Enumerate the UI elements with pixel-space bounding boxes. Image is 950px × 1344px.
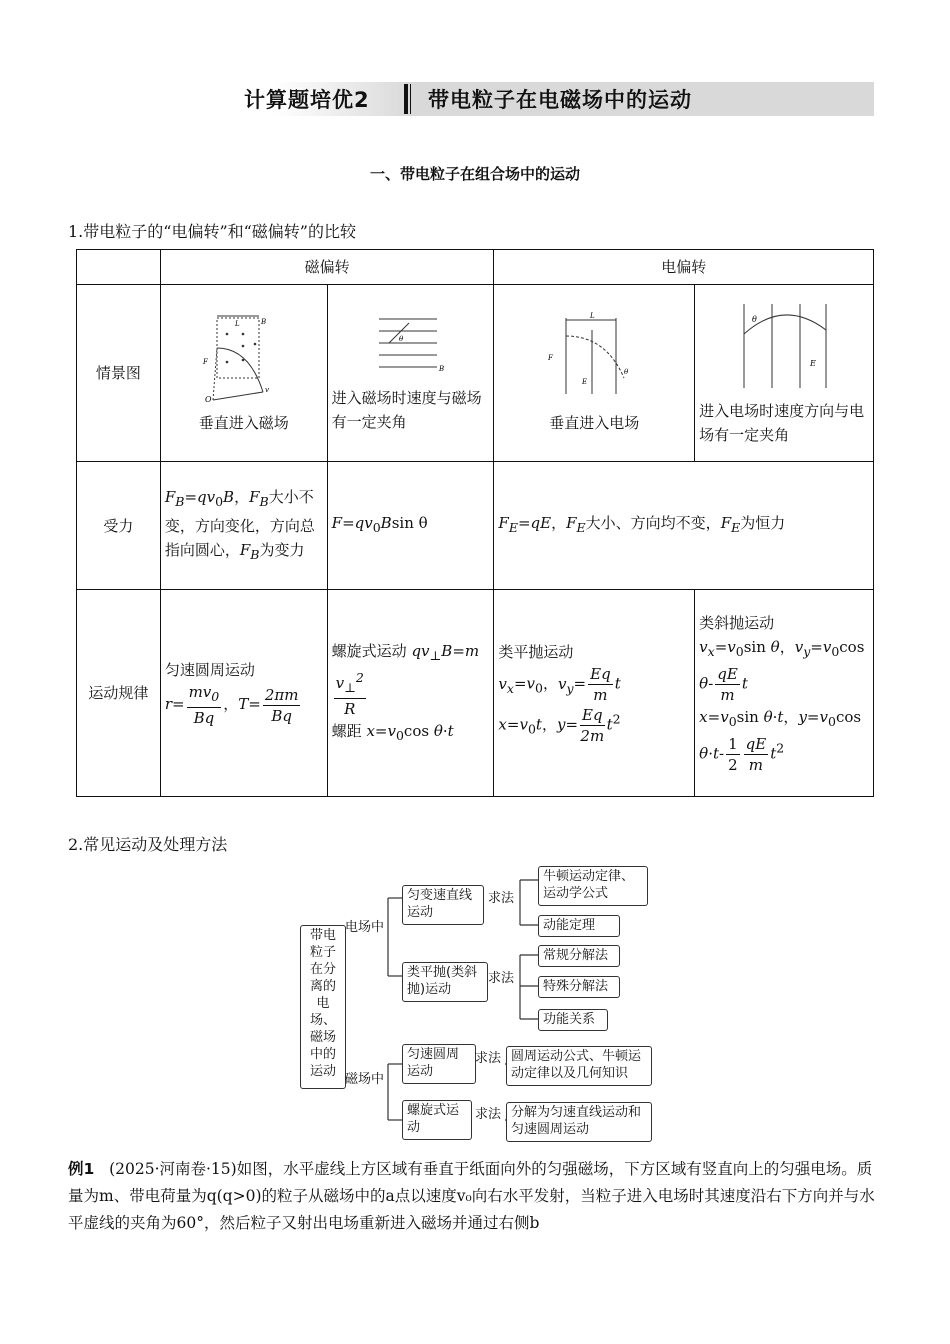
force-electric: $F_E=qE$，$F_E$大小、方向均不变，$F_E$为恒力 [494, 462, 874, 590]
svg-text:θ: θ [398, 334, 403, 343]
banner-topic: 带电粒子在电磁场中的运动 [428, 88, 692, 112]
motion-magnetic-perp: 匀速圆周运动 r= $\frac{mv_0}{Bq}$ ，T= $\frac{2\pi m}{Bq}$ [160, 590, 327, 797]
heading-comparison: 1.带电粒子的“电偏转”和“磁偏转”的比较 [68, 222, 356, 241]
svg-text:B: B [260, 317, 266, 326]
flow-result-newton: 牛顿运动定律、运动学公式 [538, 866, 648, 906]
svg-text:F: F [548, 353, 554, 362]
scene-e2-caption: 进入电场时速度方向与电场有一定夹角 [699, 401, 865, 444]
row-motion-label: 运动规律 [77, 590, 161, 797]
motion-electric-angle: 类斜抛运动 $v_x=v_0\sin$ θ，$v_y=v_0\cos$ θ- $\frac{qE}{m}$ t $x=v_0\sin$ θ·t，$y=v_0\cos$ θ·t- $\frac{1}{2}$ $\frac{qE}{m}$ $t^2$ [695, 590, 874, 797]
flow-e-projectile: 类平抛(类斜抛)运动 [402, 962, 488, 1002]
flow-root: 带电粒子在分离的电场、磁场中的运动 [300, 925, 346, 1089]
flow-method-3: 求法 [475, 1051, 502, 1066]
col-magnetic: 磁偏转 [160, 250, 494, 285]
svg-text:L: L [590, 311, 595, 320]
flow-result-work: 功能关系 [538, 1009, 608, 1031]
svg-text:E: E [810, 358, 816, 368]
flow-result-energy: 动能定理 [538, 915, 620, 937]
flow-result-circle: 圆周运动公式、牛顿运动定律以及几何知识 [506, 1046, 652, 1086]
svg-text:v: v [264, 385, 269, 394]
flow-result-special: 特殊分解法 [538, 976, 620, 998]
scene-m2-caption: 进入磁场时速度与磁场有一定夹角 [331, 388, 482, 431]
svg-text:B: B [438, 364, 444, 373]
heading-methods: 2.常见运动及处理方法 [68, 835, 228, 854]
svg-text:O: O [204, 394, 212, 404]
example-paragraph [68, 1156, 882, 1237]
flow-result-normal: 常规分解法 [538, 945, 620, 967]
flow-result-spiral: 分解为匀速直线运动和匀速圆周运动 [506, 1102, 652, 1142]
row-force-label: 受力 [77, 462, 161, 590]
row-scene-label: 情景图 [77, 285, 161, 462]
flow-m-spiral: 螺旋式运动 [402, 1100, 472, 1140]
example-source: (2025·河南卷·15) [109, 1160, 237, 1178]
svg-text:θ: θ [624, 367, 629, 376]
flow-electric-label: 电场中 [345, 920, 385, 935]
svg-text:F: F [202, 357, 208, 366]
scene-m1-caption: 垂直进入磁场 [198, 413, 289, 432]
flow-m-circle: 匀速圆周运动 [402, 1044, 476, 1084]
flow-magnetic-label: 磁场中 [345, 1072, 385, 1087]
banner-series: 计算题培优2 [244, 88, 370, 112]
svg-text:E: E [582, 377, 588, 386]
motion-magnetic-angle: 螺旋式运动 $qv_\perp B=m$ $\frac{v_\perp^2}{R}$ 螺距 $x=v_0\cos$ θ·t [327, 590, 494, 797]
flow-method-1: 求法 [488, 891, 515, 906]
example-label: 例1 [68, 1160, 95, 1178]
svg-text:θ: θ [752, 314, 757, 324]
force-magnetic-angle: $F=qv_0Bsin$ θ [327, 462, 494, 590]
motion-electric-perp: 类平抛运动 $v_x=v_0$，$v_y=$ $\frac{Eq}{m}$ t $x=v_0t$，y= $\frac{Eq}{2m}$ $t^2$ [494, 590, 695, 797]
col-electric: 电偏转 [494, 250, 874, 285]
force-magnetic-perp: $F_B=qv_0B$，$F_B$大小不变，方向变化，方向总指向圆心，$F_B$为变力 [160, 462, 327, 590]
scene-e1-caption: 垂直进入电场 [549, 413, 640, 432]
flow-method-2: 求法 [488, 971, 515, 986]
flow-e-linear: 匀变速直线运动 [402, 885, 484, 925]
flow-method-4: 求法 [475, 1107, 502, 1122]
svg-text:L: L [234, 319, 240, 328]
section-title: 一、带电粒子在组合场中的运动 [369, 165, 580, 183]
example-text: 如图，水平虚线上方区域有垂直于纸面向外的匀强磁场，下方区域有竖直向上的匀强电场。质量为m、带电荷量为q(q>0)的粒子从磁场中的a点以速度v₀向右水平发射，当粒子进入电场时其速度沿右下方向并与水平虚线的夹角为60°，然后粒子又射出电场重新进入磁场并通过右侧b [68, 1160, 875, 1232]
